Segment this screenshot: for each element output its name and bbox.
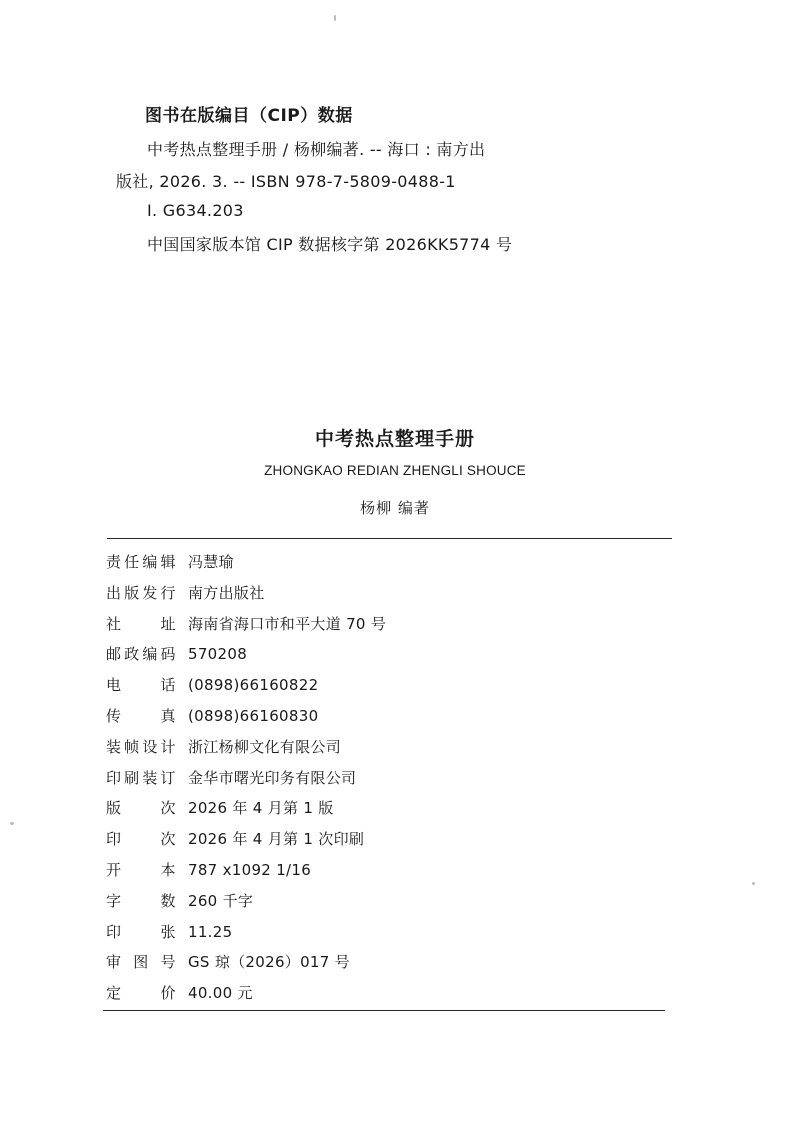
colophon-row-printer (106, 763, 666, 794)
colophon-table (106, 547, 666, 1009)
colophon-row-sheets (106, 917, 666, 948)
colophon-label: 责任编辑 (106, 553, 176, 571)
scan-speck (10, 822, 14, 825)
colophon-label: 电话 (106, 676, 176, 695)
colophon-row-edition (106, 793, 666, 824)
colophon-row-fax (106, 701, 666, 732)
colophon-value: 浙江杨柳文化有限公司 (188, 737, 342, 756)
colophon-value: 金华市曙光印务有限公司 (188, 768, 357, 787)
colophon-row-phone (106, 670, 666, 701)
cip-line-title: 中考热点整理手册 / 杨柳编著. -- 海口 : 南方出 (147, 140, 486, 159)
colophon-value: 海南省海口市和平大道 70 号 (188, 614, 387, 633)
colophon-value: 冯慧瑜 (188, 553, 234, 571)
colophon-row-map-approval (106, 947, 666, 978)
cip-line-record-number: 中国国家版本馆 CIP 数据核字第 2026KK5774 号 (147, 235, 513, 254)
cip-line-classification: Ⅰ. G634.203 (147, 201, 244, 220)
colophon-row-postcode (106, 639, 666, 670)
colophon-value: (0898)66160822 (188, 676, 319, 695)
colophon-row-editor (106, 547, 666, 578)
colophon-value: GS 琼（2026）017 号 (188, 953, 350, 972)
divider-bottom (103, 1010, 665, 1011)
colophon-label: 版次 (106, 799, 176, 818)
colophon-row-design (106, 732, 666, 763)
colophon-value: 787 x1092 1/16 (188, 860, 312, 879)
colophon-value: 40.00 元 (188, 984, 253, 1003)
colophon-row-format (106, 855, 666, 886)
book-title-pinyin: ZHONGKAO REDIAN ZHENGLI SHOUCE (264, 463, 526, 478)
colophon-label: 出版发行 (106, 583, 176, 602)
divider-top (107, 538, 672, 539)
colophon-value: 2026 年 4 月第 1 版 (188, 799, 334, 818)
colophon-row-publisher (106, 578, 666, 609)
scan-speck (752, 882, 755, 885)
colophon-label: 邮政编码 (106, 645, 176, 664)
colophon-value: 570208 (188, 645, 248, 664)
colophon-row-word-count (106, 886, 666, 917)
cip-line-publisher: 版社, 2026. 3. -- ISBN 978-7-5809-0488-1 (116, 172, 456, 191)
book-title: 中考热点整理手册 (314, 428, 475, 450)
colophon-row-printing (106, 824, 666, 855)
cip-heading: 图书在版编目（CIP）数据 (145, 106, 353, 126)
colophon-value: (0898)66160830 (188, 706, 319, 725)
colophon-label: 装帧设计 (106, 737, 176, 756)
book-author: 杨柳 编著 (360, 499, 430, 517)
colophon-label: 印刷装订 (106, 768, 176, 787)
colophon-label: 社址 (106, 614, 176, 633)
colophon-label: 开本 (106, 860, 176, 879)
colophon-label: 字数 (106, 891, 176, 910)
colophon-label: 定价 (106, 984, 176, 1003)
colophon-row-address (106, 609, 666, 640)
colophon-label: 印次 (106, 830, 176, 849)
colophon-value: 11.25 (188, 922, 233, 941)
colophon-value: 南方出版社 (188, 583, 265, 602)
colophon-row-price (106, 978, 666, 1009)
colophon-label: 审图号 (106, 953, 176, 972)
colophon-label: 传真 (106, 706, 176, 725)
colophon-label: 印张 (106, 922, 176, 941)
scan-speck (334, 15, 336, 21)
colophon-value: 2026 年 4 月第 1 次印刷 (188, 830, 365, 849)
colophon-value: 260 千字 (188, 891, 254, 910)
